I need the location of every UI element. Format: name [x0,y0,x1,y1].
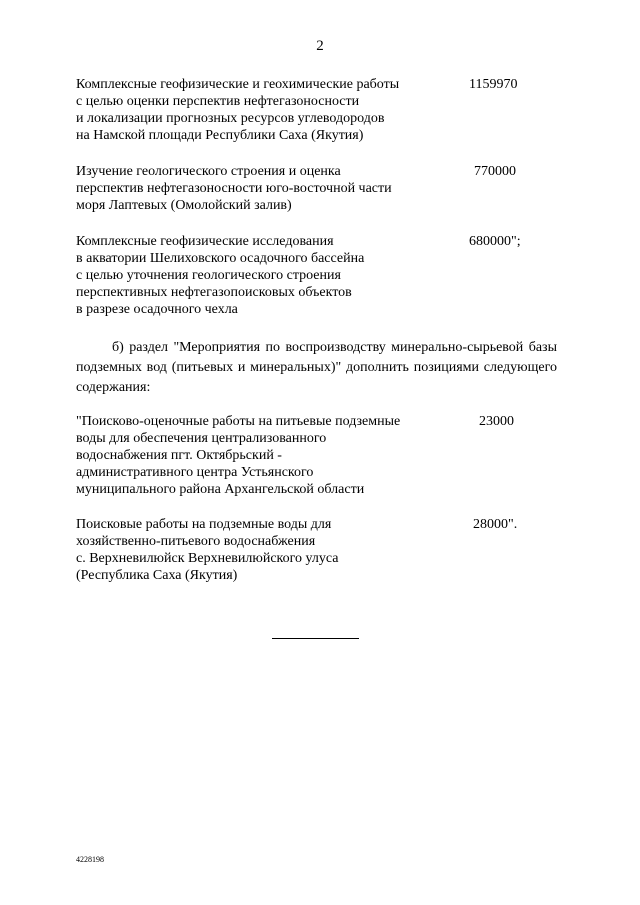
list-item [76,413,556,498]
entry-description: Изучение геологического строения и оценка перспектив нефтегазоносности юго-восточной части моря Лаптевых (Омолойский залив) [76,164,392,213]
list-item [76,76,556,144]
page-number: 2 [316,38,324,54]
document-code: 4228198 [76,855,104,864]
entry-value: 680000"; [469,234,521,249]
entry-description: Комплексные геофизические и геохимические работы с целью оценки перспектив нефтегазоносности и локализации прогнозных ресурсов углеводородов на Намской площади Республики Саха (Якутия) [76,77,400,143]
list-item [76,516,556,584]
entry-value: 23000 [479,414,514,429]
entry-value: 28000". [473,517,518,532]
entry-description: "Поисково-оценочные работы на питьевые подземные воды для обеспечения централизованного водоснабжения пгт. Октябрьский - административного центра Устьянского муниципального района Архангельской области [76,414,401,497]
list-item [76,233,556,318]
entry-value: 770000 [474,164,516,179]
entry-description: Поисковые работы на подземные воды для хозяйственно-питьевого водоснабжения с. Верхневилюйск Верхневилюйского улуса (Республика Саха (Якутия) [76,517,339,583]
list-item [76,163,556,214]
entry-value: 1159970 [469,77,518,92]
separator-line [272,638,359,639]
paragraph-b: б) раздел "Мероприятия по воспроизводству минерально-сырьевой базы подземных вод (питьевых и минеральных)" дополнить позициями следующего содержания: [76,340,557,395]
entry-description: Комплексные геофизические исследования в акватории Шелиховского осадочного бассейна с целью уточнения геологического строения перспективных нефтегазопоисковых объектов в разрезе осадочного чехла [76,234,365,317]
